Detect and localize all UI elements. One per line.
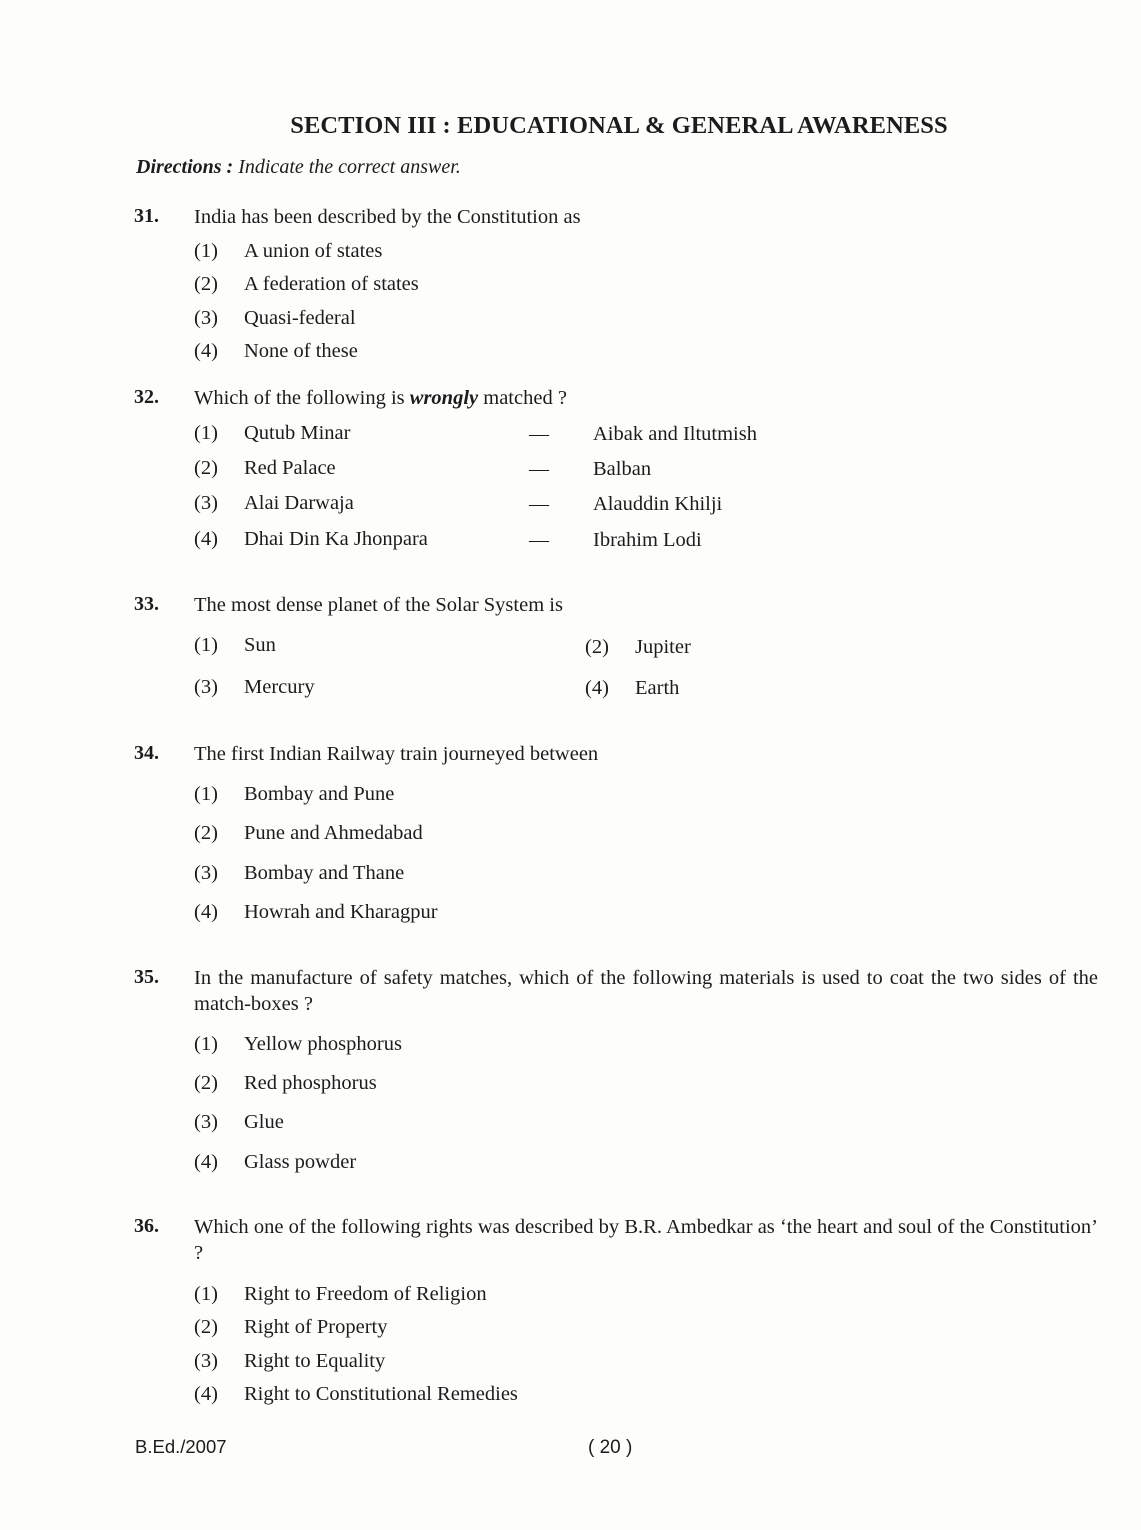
option-number: (3) — [194, 862, 218, 884]
option-number: (4) — [194, 340, 218, 362]
option-right-text: Aibak and Iltutmish — [593, 423, 757, 445]
question-text — [194, 385, 567, 411]
option-number: (1) — [194, 422, 218, 444]
option-text: Earth — [635, 677, 680, 699]
option-text: Yellow phosphorus — [244, 1033, 402, 1055]
option-number: (1) — [194, 240, 218, 262]
question-text: The most dense planet of the Solar System is — [194, 594, 563, 616]
option-number: (4) — [194, 1151, 218, 1173]
option-right-text: Ibrahim Lodi — [593, 529, 702, 551]
option-text: None of these — [244, 340, 358, 362]
option-text: Glass powder — [244, 1151, 357, 1173]
question-text: Which one of the following rights was described by B.R. Ambedkar as ‘the heart and soul of the Constitution’ ? — [194, 1216, 1098, 1264]
question-emphasis: wrongly — [409, 387, 479, 409]
option-number: (2) — [194, 1316, 218, 1338]
question-number: 35. — [134, 966, 159, 988]
exam-code: B.Ed./2007 — [135, 1436, 227, 1457]
option-left-text: Red Palace — [244, 457, 336, 479]
option-number: (3) — [194, 1350, 218, 1372]
option-number: (2) — [194, 822, 218, 844]
directions-text: Indicate the correct answer. — [238, 156, 461, 178]
question-number: 34. — [134, 742, 159, 764]
option-number: (3) — [194, 492, 218, 514]
option-text: Red phosphorus — [244, 1072, 377, 1094]
option-left-text: Alai Darwaja — [244, 492, 354, 514]
option-text: Quasi-federal — [244, 307, 356, 329]
option-number: (2) — [585, 636, 609, 658]
option-text: Jupiter — [635, 636, 691, 658]
page-number: ( 20 ) — [588, 1437, 633, 1458]
option-number: (3) — [194, 1111, 218, 1133]
section-title: SECTION III : EDUCATIONAL & GENERAL AWARENESS — [290, 112, 948, 139]
question-text-after: matched ? — [483, 387, 567, 409]
option-text: Bombay and Pune — [244, 783, 395, 805]
option-number: (2) — [194, 1072, 218, 1094]
question-text: India has been described by the Constitution as — [194, 206, 581, 228]
directions-label: Directions : — [136, 156, 234, 178]
question-number: 32. — [134, 386, 159, 408]
question-text-before: Which of the following is — [194, 387, 405, 409]
option-text: Right of Property — [244, 1316, 388, 1338]
option-text: A union of states — [244, 240, 383, 262]
directions — [136, 156, 461, 179]
option-text: Glue — [244, 1111, 284, 1133]
option-text: Mercury — [244, 676, 315, 698]
option-right-text: Alauddin Khilji — [593, 493, 723, 515]
option-number: (1) — [194, 1283, 218, 1305]
option-number: (1) — [194, 634, 218, 656]
option-text: Sun — [244, 634, 276, 656]
option-left-text: Qutub Minar — [244, 422, 351, 444]
option-number: (3) — [194, 676, 218, 698]
question-number: 31. — [134, 205, 159, 227]
option-text: A federation of states — [244, 273, 419, 295]
option-number: (1) — [194, 1033, 218, 1055]
match-dash: — — [529, 493, 549, 515]
option-number: (4) — [194, 901, 218, 923]
match-dash: — — [529, 529, 549, 551]
option-text: Pune and Ahmedabad — [244, 822, 423, 844]
option-number: (2) — [194, 273, 218, 295]
option-number: (3) — [194, 307, 218, 329]
option-number: (4) — [194, 1383, 218, 1405]
question-number: 36. — [134, 1215, 159, 1237]
question-text: In the manufacture of safety matches, which of the following materials is used to coat the two sides of the match-boxes ? — [194, 967, 1098, 1015]
option-text: Bombay and Thane — [244, 862, 405, 884]
match-dash: — — [529, 423, 549, 445]
option-text: Right to Equality — [244, 1350, 386, 1372]
option-number: (1) — [194, 783, 218, 805]
question-number: 33. — [134, 593, 159, 615]
option-number: (4) — [194, 528, 218, 550]
question-text: The first Indian Railway train journeyed between — [194, 743, 599, 765]
option-number: (4) — [585, 677, 609, 699]
option-text: Right to Freedom of Religion — [244, 1283, 487, 1305]
option-text: Howrah and Kharagpur — [244, 901, 438, 923]
option-number: (2) — [194, 457, 218, 479]
option-text: Right to Constitutional Remedies — [244, 1383, 518, 1405]
match-dash: — — [529, 458, 549, 480]
option-right-text: Balban — [593, 458, 652, 480]
option-left-text: Dhai Din Ka Jhonpara — [244, 528, 428, 550]
